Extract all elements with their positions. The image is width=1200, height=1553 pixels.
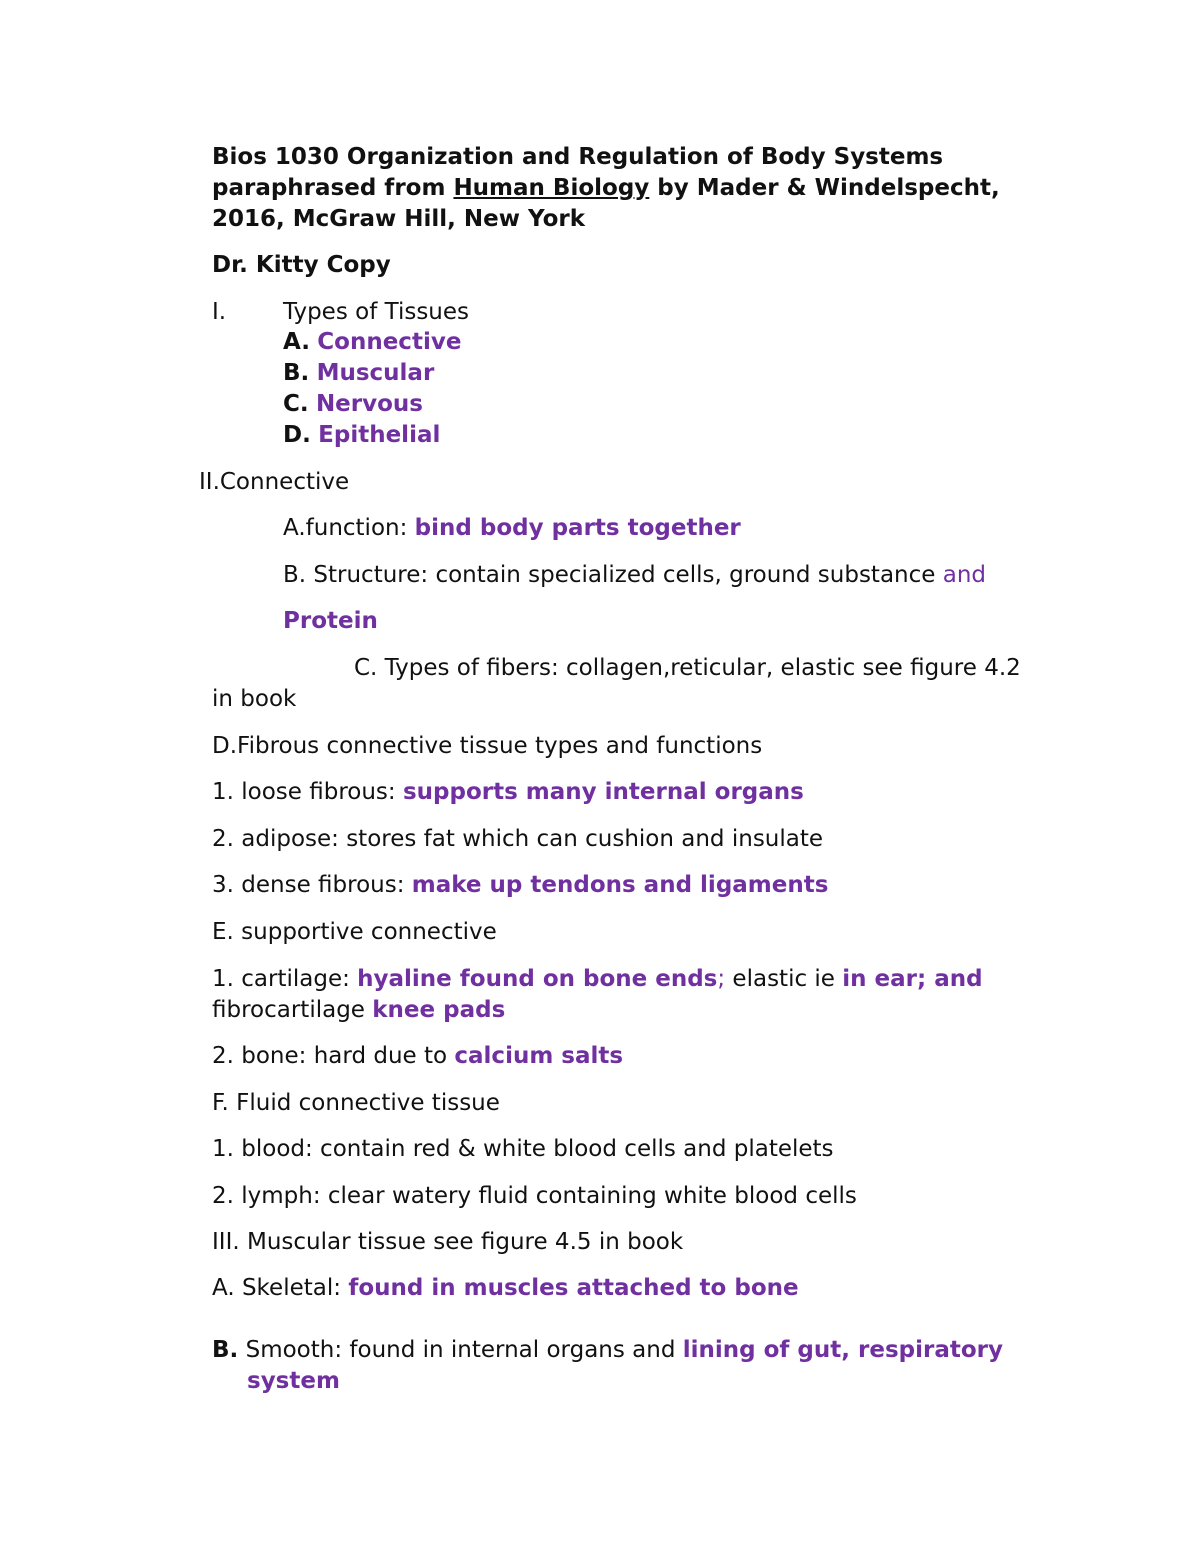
bone-label: 2. bone: hard due to <box>212 1043 448 1069</box>
smooth-value2: system <box>247 1368 340 1394</box>
fibrocartilage-label: fibrocartilage <box>212 997 365 1023</box>
item-text: Epithelial <box>318 422 441 448</box>
loose-label: 1. loose fibrous: <box>212 779 396 805</box>
function-value: bind body parts together <box>414 515 741 541</box>
tissue-item-connective <box>283 327 461 358</box>
structure-value: Protein <box>283 608 378 634</box>
tissue-item-epithelial <box>283 420 440 451</box>
loose-fibrous <box>212 777 804 808</box>
section-2-heading: II.Connective <box>199 469 350 495</box>
doc-title-line1: Bios 1030 Organization and Regulation of Body Systems <box>212 144 944 170</box>
blood: 1. blood: contain red & white blood cells and platelets <box>212 1136 834 1162</box>
item-letter: B. <box>283 360 310 386</box>
tissue-item-muscular <box>283 358 434 389</box>
smooth-letter: B. <box>212 1337 239 1363</box>
item-text: Muscular <box>316 360 435 386</box>
doc-title-line2 <box>212 173 1000 204</box>
lymph: 2. lymph: clear watery fluid containing white blood cells <box>212 1183 857 1209</box>
dense-fibrous <box>212 870 828 901</box>
item-letter: A. <box>283 329 310 355</box>
skeletal <box>212 1273 799 1304</box>
item-letter: C. <box>283 391 309 417</box>
book-title: Human Biology <box>453 175 650 201</box>
title-suffix: by Mader & Windelspecht, <box>649 175 1000 201</box>
section-1-heading: Types of Tissues <box>283 299 470 325</box>
fibrous-heading: D.Fibrous connective tissue types and functions <box>212 733 763 759</box>
connective-function <box>283 513 741 544</box>
item-text: Nervous <box>315 391 423 417</box>
connective-structure <box>283 560 986 591</box>
title-prefix: paraphrased from <box>212 175 454 201</box>
doc-title-line3: 2016, McGraw Hill, New York <box>212 206 586 232</box>
cartilage-elastic: elastic ie <box>725 966 843 992</box>
fibrocartilage-value: knee pads <box>372 997 506 1023</box>
bone-value: calcium salts <box>454 1043 624 1069</box>
cartilage-label: 1. cartilage: <box>212 966 350 992</box>
dense-label: 3. dense fibrous: <box>212 872 405 898</box>
skeletal-value: found in muscles attached to bone <box>348 1275 799 1301</box>
fiber-types-line1: C. Types of fibers: collagen,reticular, elastic see figure 4.2 <box>354 655 1021 681</box>
dense-value: make up tendons and ligaments <box>411 872 829 898</box>
cartilage-semicolon: ; <box>717 966 726 992</box>
adipose: 2. adipose: stores fat which can cushion and insulate <box>212 826 824 852</box>
cartilage-ear: in ear; and <box>842 966 983 992</box>
smooth-label: Smooth: found in internal organs and <box>238 1337 676 1363</box>
fiber-types-line2: in book <box>212 686 297 712</box>
cartilage-line2 <box>212 995 505 1026</box>
fluid-heading: F. Fluid connective tissue <box>212 1090 500 1116</box>
cartilage-hyaline: hyaline found on bone ends <box>357 966 718 992</box>
item-letter: D. <box>283 422 311 448</box>
smooth-line1 <box>212 1335 1003 1366</box>
loose-value: supports many internal organs <box>402 779 804 805</box>
structure-label: B. Structure: contain specialized cells, ground substance <box>283 562 936 588</box>
function-label: A.function: <box>283 515 408 541</box>
section-3-heading: III. Muscular tissue see figure 4.5 in book <box>212 1229 684 1255</box>
item-text: Connective <box>317 329 462 355</box>
bone <box>212 1041 623 1072</box>
smooth-value1: lining of gut, respiratory <box>682 1337 1003 1363</box>
skeletal-label: A. Skeletal: <box>212 1275 341 1301</box>
structure-and: and <box>942 562 987 588</box>
supportive-heading: E. supportive connective <box>212 919 497 945</box>
tissue-item-nervous <box>283 389 423 420</box>
section-1-number: I. <box>212 299 227 325</box>
author: Dr. Kitty Copy <box>212 252 391 278</box>
cartilage-line1 <box>212 964 983 995</box>
